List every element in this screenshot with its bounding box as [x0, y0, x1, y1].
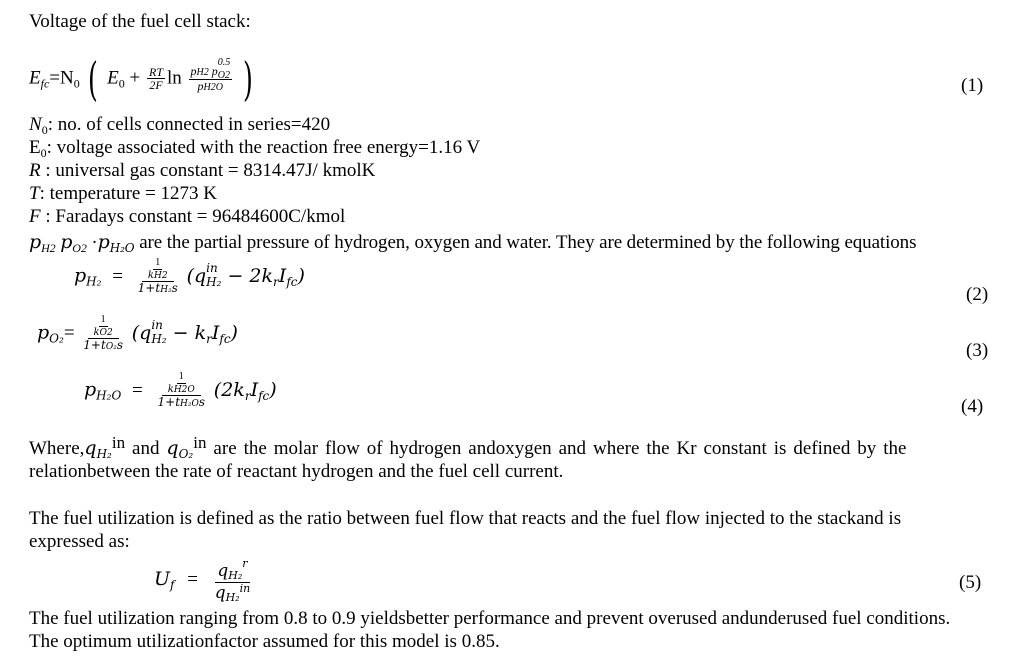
- eq3-kr-sub: r: [206, 331, 212, 346]
- eq1-plus: +: [129, 67, 141, 89]
- eq2-one: 1: [155, 257, 161, 268]
- eq1-po2-sub: O2: [217, 70, 231, 82]
- eq4-one: 1: [178, 371, 184, 382]
- where-prefix: Where,: [29, 438, 85, 459]
- where-q1: q: [84, 437, 97, 459]
- eq5-lhs: U: [154, 568, 171, 591]
- eq5-den-sub: H₂: [225, 590, 240, 604]
- eq3-rest: − k: [166, 321, 207, 344]
- fuel-line-2: expressed as:: [29, 531, 130, 552]
- equation-4: [84, 372, 277, 410]
- eq2-open: (q: [186, 264, 207, 287]
- eq1-number: (1): [961, 75, 984, 96]
- eq3-k: [92, 327, 115, 339]
- where-and: and: [125, 438, 167, 459]
- eq1-open-paren: (: [88, 52, 99, 106]
- equation-1: [29, 52, 257, 106]
- eq3-close: ): [230, 321, 238, 344]
- eq2-k-sub: H2: [153, 270, 168, 281]
- eq3-q-sub: H₂: [151, 331, 167, 346]
- eq2-den-sub: H₂: [160, 285, 172, 296]
- eq2-lhs-sub: H₂: [86, 274, 102, 289]
- eq4-eq: =: [132, 379, 143, 401]
- eq2-frac-num: [142, 258, 174, 282]
- closing-line-2: The optimum utilizationfactor assumed for this model is 0.85.: [29, 631, 500, 652]
- eq2-body: [186, 260, 305, 289]
- eq2-i: I: [278, 264, 287, 287]
- eq4-number: (4): [961, 396, 984, 417]
- partial-sep: ·: [86, 232, 98, 253]
- eq4-lhs: p: [84, 378, 97, 401]
- def-r: [29, 161, 375, 182]
- eq2-frac-den: [136, 282, 180, 296]
- def-r-sym: R: [29, 160, 41, 181]
- eq3-den-s: s: [116, 338, 123, 353]
- def-n0-sub: 0: [41, 123, 48, 137]
- eq5-number: (5): [959, 572, 982, 593]
- eq2-q-sub: H₂: [206, 274, 222, 289]
- eq3-inner-frac: [92, 315, 115, 338]
- eq3-lhs-sub: O₂: [49, 331, 64, 346]
- eq4-lhs-sub: H₂O: [96, 388, 122, 403]
- eq3-frac-num: [88, 315, 119, 339]
- eq2-eq: =: [112, 265, 123, 287]
- eq5-num-sub: H₂: [228, 569, 243, 582]
- eq2-k: [146, 270, 170, 282]
- eq4-k-letter: k: [167, 383, 174, 395]
- eq2-frac: [136, 258, 180, 296]
- def-f-sym: F: [29, 206, 41, 227]
- def-e0-sub: 0: [40, 146, 47, 160]
- eq1-e0-sub: 0: [118, 76, 125, 91]
- eq2-rest: − 2k: [221, 264, 274, 287]
- eq2-den-s: s: [171, 281, 178, 296]
- def-n0-sym: N: [29, 114, 42, 135]
- partial-p2: p: [60, 231, 73, 253]
- partial-pressure-sentence: [29, 232, 916, 255]
- def-t-sym: T: [29, 183, 40, 204]
- eq3-body: [131, 317, 238, 346]
- eq4-close: ): [269, 378, 277, 401]
- eq5-eq: =: [187, 569, 198, 591]
- eq2-close: ): [297, 264, 305, 287]
- eq5-num: [215, 558, 249, 583]
- eq3-frac-den: [81, 339, 125, 353]
- def-f-text: : Faradays constant = 96484600C/kmol: [40, 206, 346, 227]
- eq4-kr-sub: r: [244, 388, 251, 403]
- eq1-ph2-sub: H2: [196, 67, 209, 79]
- eq1-ph2o: p: [197, 78, 204, 93]
- eq3-one: 1: [100, 314, 106, 325]
- eq1-p-frac: [189, 57, 232, 93]
- eq1-eq: =N: [49, 67, 74, 89]
- partial-p1: p: [29, 231, 42, 253]
- eq3-k-letter: k: [93, 326, 100, 338]
- eq4-k: [166, 384, 197, 396]
- eq3-open: (q: [131, 321, 152, 344]
- equation-2: [74, 258, 305, 296]
- eq5-frac: [213, 558, 253, 604]
- where-q2-sub: O₂: [178, 447, 194, 461]
- partial-p2-sub: O2: [72, 241, 87, 255]
- eq1-po2-scripts: [217, 57, 231, 82]
- def-e0: [29, 138, 480, 160]
- eq4-i: I: [250, 378, 259, 401]
- partial-p3: p: [97, 231, 110, 253]
- eq3-k-sub: O2: [99, 327, 113, 338]
- eq4-body: [214, 379, 277, 401]
- where-q1-sup: in: [111, 433, 126, 452]
- eq3-frac: [81, 315, 125, 353]
- eq3-number: (3): [966, 340, 989, 361]
- eq4-i-sub: fc: [258, 388, 270, 403]
- eq3-lhs: p: [37, 321, 50, 344]
- eq1-po2-sup: 0.5: [217, 57, 231, 69]
- equation-5: [154, 558, 254, 604]
- eq2-i-sub: fc: [286, 274, 298, 289]
- where-line-2: relationbetween the rate of reactant hydrogen and the fuel cell current.: [29, 461, 564, 482]
- eq1-e0: E: [107, 67, 119, 89]
- def-t-text: : temperature = 1273 K: [39, 183, 218, 204]
- partial-p1-sub: H2: [41, 241, 56, 255]
- equation-3: [37, 315, 238, 353]
- eq1-n-sub: 0: [73, 76, 80, 91]
- eq5-lhs-sub: f: [170, 578, 175, 593]
- eq3-den-sub: O₂: [105, 342, 117, 353]
- where-line-1: [29, 434, 906, 461]
- eq2-kr-sub: r: [273, 274, 279, 289]
- partial-p3-sub: H₂O: [109, 241, 135, 255]
- eq1-ph2o-sub: H2O: [203, 81, 223, 93]
- eq3-eq: =: [63, 322, 75, 344]
- eq3-den: 1+t: [83, 338, 106, 353]
- def-n0-text: : no. of cells connected in series=420: [47, 114, 331, 135]
- eq1-close-paren: ): [242, 52, 253, 106]
- eq1-lhs: E: [29, 67, 41, 89]
- eq5-den: [213, 583, 253, 604]
- eq1-po2: p: [211, 64, 218, 79]
- eq4-inner-frac: [166, 372, 197, 395]
- fuel-line-1: The fuel utilization is defined as the ratio between fuel flow that reacts and the fuel flow injected to the stackand is: [29, 508, 902, 529]
- where-q2-sup: in: [193, 433, 207, 452]
- eq4-open: (2k: [213, 378, 245, 401]
- eq5-num-q: q: [217, 561, 229, 581]
- eq1-rt: RT: [149, 64, 164, 79]
- def-f: [29, 207, 345, 228]
- where-q1-sub: H₂: [96, 447, 112, 461]
- eq2-number: (2): [966, 284, 989, 305]
- eq1-2f: 2F: [149, 78, 163, 93]
- def-e0-text: : voltage associated with the reaction free energy=1.16 V: [46, 137, 481, 158]
- def-n0: [29, 115, 330, 137]
- eq3-q-scripts: [151, 317, 167, 346]
- def-t: [29, 184, 217, 205]
- eq1-p-den: [196, 80, 225, 93]
- closing-line-1: The fuel utilization ranging from 0.8 to 0.9 yieldsbetter performance and prevent overused andunderused fuel conditions.: [29, 608, 951, 629]
- eq2-inner-frac: [146, 258, 170, 281]
- eq3-q-sup: in: [151, 317, 163, 332]
- eq4-frac-den: [156, 396, 208, 410]
- eq4-den-sub: H₂O: [180, 399, 199, 410]
- eq2-q-sup: in: [206, 260, 218, 275]
- where-text1: are the molar flow of hydrogen andoxygen and where the Kr constant is defined by the: [206, 438, 907, 459]
- eq4-k-sub: H2O: [173, 384, 195, 395]
- def-e0-sym: E: [29, 137, 41, 158]
- eq4-den-s: s: [198, 395, 206, 410]
- eq5-den-sup: in: [239, 581, 251, 595]
- eq1-rt-frac: [147, 66, 165, 93]
- eq1-p-num: [189, 57, 232, 82]
- partial-text: are the partial pressure of hydrogen, oxygen and water. They are determined by the following equations: [134, 232, 917, 253]
- eq4-den: 1+t: [157, 395, 181, 410]
- eq5-num-sup: r: [242, 557, 248, 570]
- heading: Voltage of the fuel cell stack:: [29, 11, 251, 32]
- where-q2: q: [166, 437, 179, 459]
- eq2-lhs: p: [74, 264, 87, 287]
- eq2-k-letter: k: [147, 269, 154, 281]
- eq2-den: 1+t: [137, 281, 161, 296]
- eq4-frac: [156, 372, 208, 410]
- eq2-q-scripts: [206, 260, 222, 289]
- eq3-i: I: [211, 321, 220, 344]
- eq5-den-q: q: [214, 582, 226, 603]
- eq1-lhs-sub: fc: [40, 76, 50, 91]
- eq3-i-sub: fc: [219, 331, 231, 346]
- def-r-text: : universal gas constant = 8314.47J/ kmolK: [40, 160, 376, 181]
- eq1-ph2: p: [190, 64, 197, 79]
- eq1-ln: ln: [167, 67, 182, 89]
- eq4-frac-num: [162, 372, 201, 396]
